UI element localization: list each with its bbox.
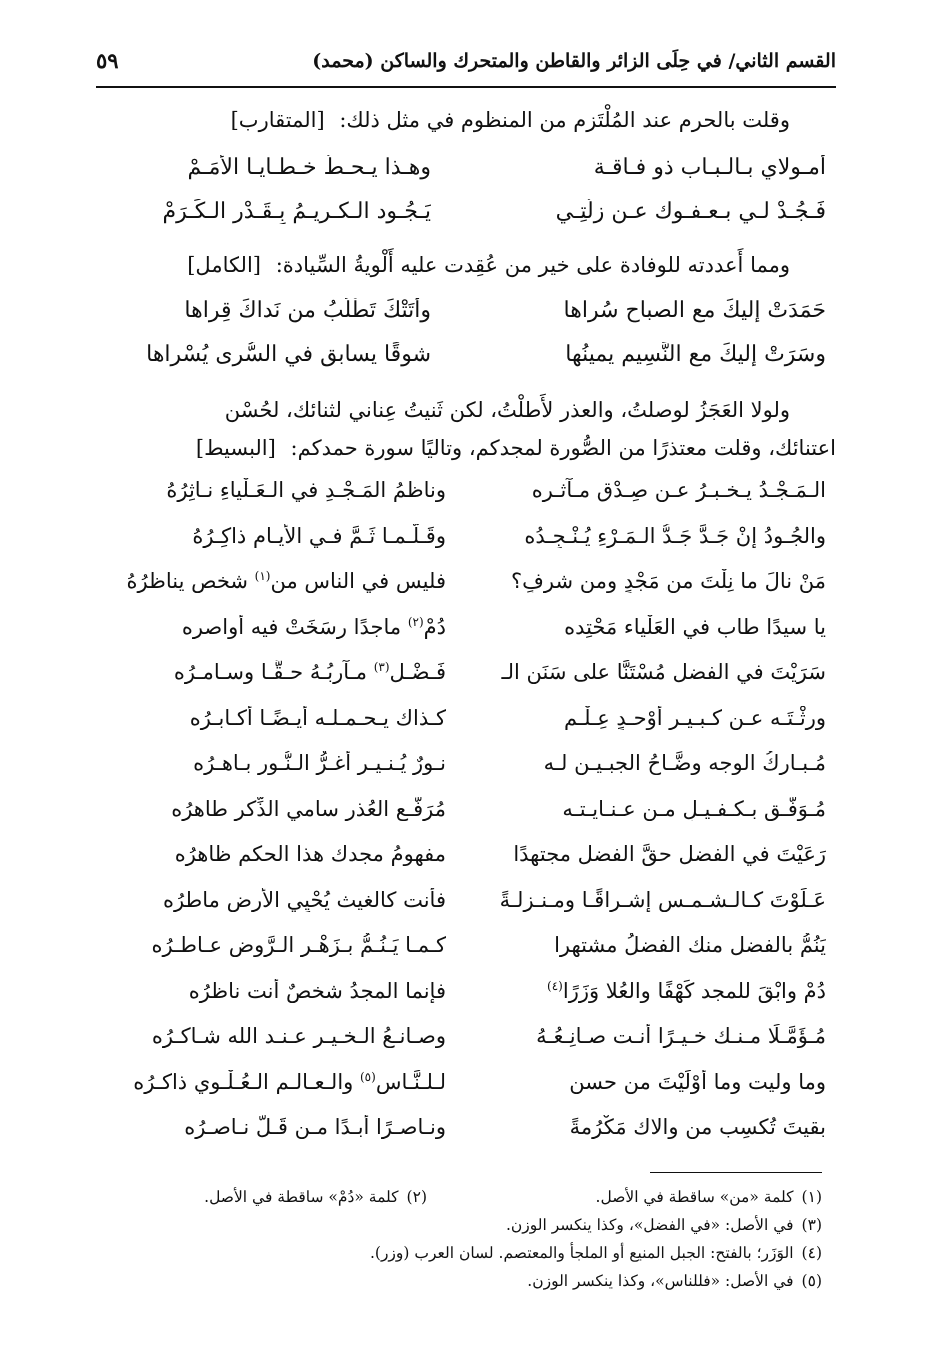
verse-block-1 xyxy=(96,155,836,243)
hemistich-text-rest: مـآربُـهُ حـقًّـا وسـامـرُه xyxy=(173,660,374,684)
hemistich-first: مَنْ نالَ ما نِلْتَ من مَجْدٍ ومن شرفٍ؟ xyxy=(510,569,826,593)
hemistich-text-rest: شخصٍ يناظرُهُ xyxy=(126,569,255,593)
verse xyxy=(96,933,836,979)
verse xyxy=(96,751,836,797)
verse xyxy=(96,569,836,615)
footnote-4 xyxy=(370,1239,822,1267)
hemistich-second: وأَتَتْكَ تَطْلُبُ من نَداكَ قِراها xyxy=(184,298,431,323)
hemistich-text-rest: ماجدًا رسَخَتْ فيه أَواصره xyxy=(181,614,408,639)
footnote-line xyxy=(96,1239,822,1267)
hemistich-second: نـورٌ يُـنـيـر أغـرُّ الـنُّـور بـاهـرُه xyxy=(193,751,446,775)
hemistich-first: والجُـودُ إنْ جَـدَّ جَـدُّ الـمَـرْءِ يُـنْـجِـدُه xyxy=(524,523,826,548)
hemistich-first: ورِثْـتَـه عـن كـبـيـر أَوْحـدٍ عِـلْـمٍ xyxy=(563,705,826,730)
footnote-line xyxy=(96,1267,822,1295)
header-title: القسم الثاني/ في حِلَى الزائر والقاطن والمتحرك والساكن (محمد) xyxy=(312,50,836,72)
verse xyxy=(96,1115,836,1161)
hemistich-second: مُرَفَّـع العُذر سامي الذِّكر طاهرُه xyxy=(171,796,446,821)
verse-block-2 xyxy=(96,298,836,386)
footnote-text: في الأصل: «فللناس»، وكذا ينكسر الوزن. xyxy=(527,1272,794,1290)
hemistich-first: وما وليت وما أَوْلَيْتَ من حسنٍ xyxy=(569,1069,826,1094)
verse xyxy=(96,888,836,934)
hemistich-text: دُمْ xyxy=(423,614,446,639)
footnote-text: كلمة «دُمْ» ساقطة في الأصل. xyxy=(204,1188,399,1206)
footnote-number: (٤) xyxy=(801,1244,822,1262)
long-poem xyxy=(96,478,836,1161)
hemistich-text-rest: والـعـالـم الـعُـلْـوي ذاكـرُه xyxy=(133,1069,360,1094)
hemistich-first xyxy=(491,979,826,1003)
footnote-number: (١) xyxy=(801,1188,822,1206)
hemistich-second: كـذاك يـحـمـلـه أيـضًـا أكـابـرُه xyxy=(189,705,446,730)
hemistich-second: وقَـلَّـمـا ثَـمَّ فـي الأيـام ذاكِـرُهُ xyxy=(192,523,446,548)
hemistich-first: يَنُمُّ بالفضل منك الفضلُ مشتهرا xyxy=(554,933,826,957)
meter-label-kamil: [الكامل] xyxy=(187,253,261,277)
footnote-text: الوَزَر؛ بالفتح: الجبل المنيع أو الملجأ والمعتصم. لسان العرب (وزر). xyxy=(369,1244,794,1262)
hemistich-second: مفهومُ مجدك هذا الحكم ظاهرُه xyxy=(174,842,446,866)
prose-line-2 xyxy=(96,429,836,467)
hemistich-second: ونـاصـرًا أبـدًا مـن قَـلَّ نـاصـرُه xyxy=(184,1115,446,1139)
footnote-3 xyxy=(506,1211,822,1239)
verse xyxy=(96,478,836,524)
hemistich-first: فَـجُـدْ لـي بـعـفـوك عـن زلَّتِـي xyxy=(555,199,826,224)
verse xyxy=(96,199,836,243)
footnote-ref-1: (١) xyxy=(254,569,271,583)
verse xyxy=(96,342,836,386)
meter-label-mutaqarib: [المتقارب] xyxy=(230,108,325,132)
footnote-text: في الأصل: «في الفضل»، وكذا ينكسر الوزن. xyxy=(505,1216,794,1234)
verse xyxy=(96,797,836,843)
footnote-number: (٣) xyxy=(801,1216,822,1234)
intro-line-2 xyxy=(96,246,836,284)
verse xyxy=(96,1024,836,1070)
hemistich-second xyxy=(96,615,446,639)
verse xyxy=(96,842,836,888)
hemistich-second: وهـذا يـحـطُّ خـطـايـا الأُمَـمْ xyxy=(187,155,431,180)
footnote-number: (٥) xyxy=(801,1272,822,1290)
hemistich-second: كـمـا يَـنُـمُّ بـزَهْـر الـرَّوض عـاطـرُه xyxy=(151,933,446,957)
hemistich-first: حَمَدَتْ إليكَ مع الصباح سُراها xyxy=(563,298,826,323)
hemistich-second: شوقًا يسابق في السُّرى يُسْراها xyxy=(146,342,431,367)
hemistich-first: بقيتَ تُكسِب من والاك مَكْرُمةً xyxy=(569,1115,826,1139)
footnotes xyxy=(96,1183,822,1295)
running-header xyxy=(96,46,836,88)
meter-label-basit: [البسيط] xyxy=(195,436,276,460)
hemistich-first: مُـوَفَّـق بـكـفـيـلٍ مـن عـنـايـتـه xyxy=(562,796,826,821)
footnote-2 xyxy=(204,1183,427,1211)
footnote-5 xyxy=(527,1267,822,1295)
footnote-ref-5: (٥) xyxy=(359,1069,376,1084)
verse xyxy=(96,298,836,342)
hemistich-second xyxy=(96,660,446,684)
hemistich-second: فإنما المجدُ شخصٌ أنت ناظرُه xyxy=(188,978,446,1003)
intro-1-text: وقلت بالحرم عند المُلْتَزم من المنظوم في مثل ذلك: xyxy=(339,108,790,132)
verse xyxy=(96,524,836,570)
hemistich-first: عَـلَوْتَ كـالـشـمـس إشـراقًـا ومـنـزلـةً xyxy=(499,887,826,912)
prose-line-1: ولولا العَجَزُ لوصلتُ، والعذر لأَطلْتُ، لكن ثَنيتُ عِناني لثنائك، لحُسْن xyxy=(224,398,790,422)
hemistich-second: وصـانـعُ الـخـيـر عـنـد الله شـاكـرُه xyxy=(151,1024,446,1048)
hemistich-first: مُـبـاركُ الوجه وضَّـاحُ الجبـيـن لـه xyxy=(543,751,826,775)
hemistich-first: سَرَيْتَ في الفضل مُسْتَنًّا على سَنَنِ الـ xyxy=(501,660,826,684)
footnote-ref-2: (٢) xyxy=(407,614,424,629)
prose-line-2-text: اعتنائك، وقلت معتذرًا من الصُّورة لمجدكم، وتاليًا سورة حمدكم: xyxy=(290,436,836,460)
hemistich-text: فَـضْـلِ xyxy=(389,660,446,684)
verse xyxy=(96,706,836,752)
verse xyxy=(96,979,836,1025)
hemistich-second: يَـجُـود الـكـريـمُ بِـقَـدْر الـكَـرَمْ xyxy=(162,199,431,224)
hemistich-second: فأَنت كالغيث يُحْيِي الأرض ماطرُه xyxy=(162,887,446,912)
hemistich-second xyxy=(96,1070,446,1094)
verse xyxy=(96,615,836,661)
hemistich-first: مُـؤَمَّـلًا مـنـك خـيـرًا أنـت صـانِـعُـهُ xyxy=(536,1024,826,1048)
hemistich-second: وناظمُ المَـجْـدِ في الـعَـلْياءِ نـاثِرُهُ xyxy=(166,478,446,502)
intro-line-1 xyxy=(96,101,836,139)
verse xyxy=(96,660,836,706)
hemistich-first: رَعَيْتَ في الفضل حقَّ الفضل مجتهدًا xyxy=(513,842,826,866)
hemistich-second xyxy=(96,569,446,593)
page-number: ٥٩ xyxy=(96,48,119,73)
verse xyxy=(96,1070,836,1116)
hemistich-first: أَمـولاي بـالـبـاب ذو فـاقـة xyxy=(593,155,826,180)
intro-2-text: ومما أَعددته للوفادة على خير من عُقِدت عليه أَلْويةُ السِّيادة: xyxy=(275,253,790,277)
footnote-ref-4: (٤) xyxy=(547,978,563,993)
hemistich-text: لـلـنَّـاس xyxy=(375,1069,446,1094)
hemistich-first: يا سيدًا طاب في العَلْياء مَحْتِده xyxy=(564,614,826,639)
verse xyxy=(96,155,836,199)
hemistich-first: وسَرَتْ إليكَ مع النَّسِيم يمينُها xyxy=(565,342,826,367)
footnote-text: كلمة «من» ساقطة في الأصل. xyxy=(595,1188,794,1206)
footnote-1 xyxy=(596,1183,822,1211)
footnote-line xyxy=(96,1211,822,1239)
footnote-separator xyxy=(650,1172,822,1173)
hemistich-text: دُمْ وابْقَ للمجد كَهْفًا والعُلا وَزَرًا xyxy=(562,978,826,1003)
footnote-line xyxy=(96,1183,822,1211)
footnote-number: (٢) xyxy=(406,1188,427,1206)
hemistich-first: الـمَـجْـدُ يـخـبـرُ عـن صِـدْق مـآثـره xyxy=(531,478,826,502)
footnote-ref-3: (٣) xyxy=(373,660,390,674)
hemistich-text: فليس في الناس من xyxy=(270,569,446,593)
